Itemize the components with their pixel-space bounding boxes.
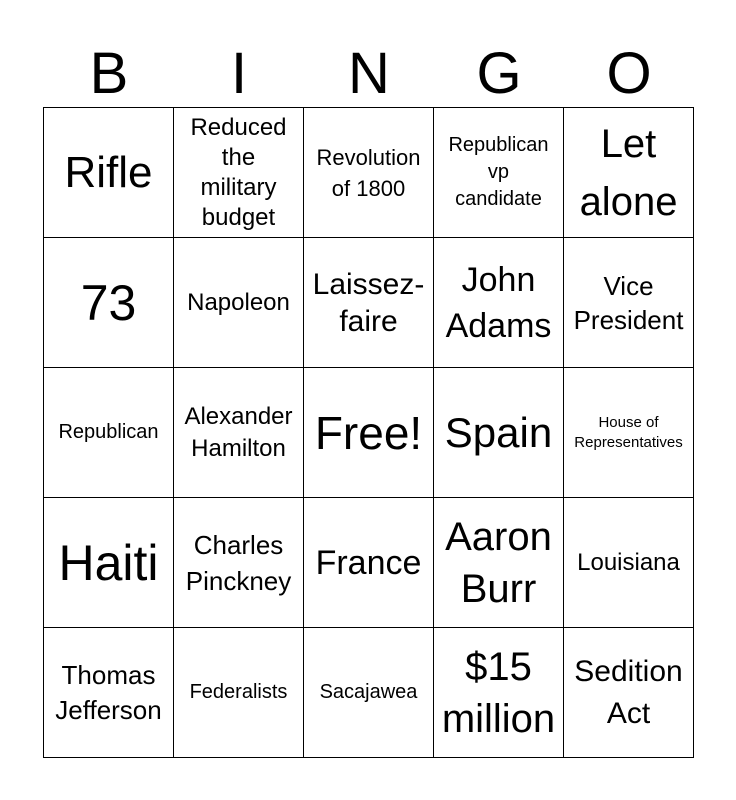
cell-text: Republican vp candidate bbox=[448, 134, 549, 210]
cell-text: Revolution of 1800 bbox=[316, 144, 421, 201]
bingo-cell-5-1 bbox=[44, 628, 174, 758]
bingo-board bbox=[43, 107, 694, 758]
cell-text: House of Representatives bbox=[574, 413, 683, 451]
bingo-cell-4-5 bbox=[564, 498, 694, 628]
bingo-header bbox=[44, 40, 694, 108]
bingo-cell-2-4 bbox=[434, 238, 564, 368]
bingo-cell-3-5 bbox=[564, 368, 694, 498]
bingo-cell-2-1 bbox=[44, 238, 174, 368]
cell-text: Federalists bbox=[189, 681, 288, 703]
cell-text: Laissez- faire bbox=[312, 267, 425, 338]
header-letter-b: B bbox=[89, 41, 129, 106]
bingo-cell-3-3 bbox=[304, 368, 434, 498]
bingo-cell-5-4 bbox=[434, 628, 564, 758]
cell-text: Republican bbox=[58, 421, 159, 443]
header-letter-g: G bbox=[476, 41, 522, 106]
cell-text: Sedition Act bbox=[574, 654, 683, 730]
cell-text: Charles Pinckney bbox=[185, 529, 292, 596]
cell-text: Vice President bbox=[573, 270, 684, 335]
bingo-cell-5-3 bbox=[304, 628, 434, 758]
bingo-cell-5-5 bbox=[564, 628, 694, 758]
bingo-cell-1-3 bbox=[304, 108, 434, 238]
bingo-cell-4-4 bbox=[434, 498, 564, 628]
cell-text: Let alone bbox=[579, 121, 678, 224]
header-letter-i: I bbox=[230, 41, 248, 106]
bingo-cell-3-1 bbox=[44, 368, 174, 498]
cell-text: Napoleon bbox=[187, 288, 290, 316]
bingo-cell-4-1 bbox=[44, 498, 174, 628]
header-letter-n: N bbox=[348, 41, 390, 106]
cell-text: $15 million bbox=[441, 644, 556, 741]
cell-text: Louisiana bbox=[577, 548, 680, 576]
cell-text: France bbox=[315, 543, 422, 582]
cell-text: Free! bbox=[314, 406, 423, 459]
bingo-cell-5-2 bbox=[174, 628, 304, 758]
cell-text: Aaron Burr bbox=[445, 514, 552, 611]
bingo-cell-2-5 bbox=[564, 238, 694, 368]
cell-text: Alexander Hamilton bbox=[184, 402, 293, 462]
bingo-cell-2-2 bbox=[174, 238, 304, 368]
cell-text: Haiti bbox=[58, 534, 159, 591]
bingo-cell-3-4 bbox=[434, 368, 564, 498]
bingo-cell-3-2 bbox=[174, 368, 304, 498]
cell-text: Reduced the military budget bbox=[190, 113, 287, 231]
bingo-cell-1-1 bbox=[44, 108, 174, 238]
bingo-cell-1-4 bbox=[434, 108, 564, 238]
bingo-cell-1-5 bbox=[564, 108, 694, 238]
cell-text: Thomas Jefferson bbox=[55, 659, 162, 725]
header-letter-o: O bbox=[606, 41, 652, 106]
cell-text: John Adams bbox=[445, 260, 552, 345]
bingo-cell-1-2 bbox=[174, 108, 304, 238]
bingo-cell-2-3 bbox=[304, 238, 434, 368]
bingo-cell-4-3 bbox=[304, 498, 434, 628]
cell-text: 73 bbox=[80, 274, 137, 331]
cell-text: Sacajawea bbox=[319, 681, 418, 703]
cell-text: Spain bbox=[444, 408, 553, 456]
bingo-cell-4-2 bbox=[174, 498, 304, 628]
cell-text: Rifle bbox=[64, 147, 153, 197]
